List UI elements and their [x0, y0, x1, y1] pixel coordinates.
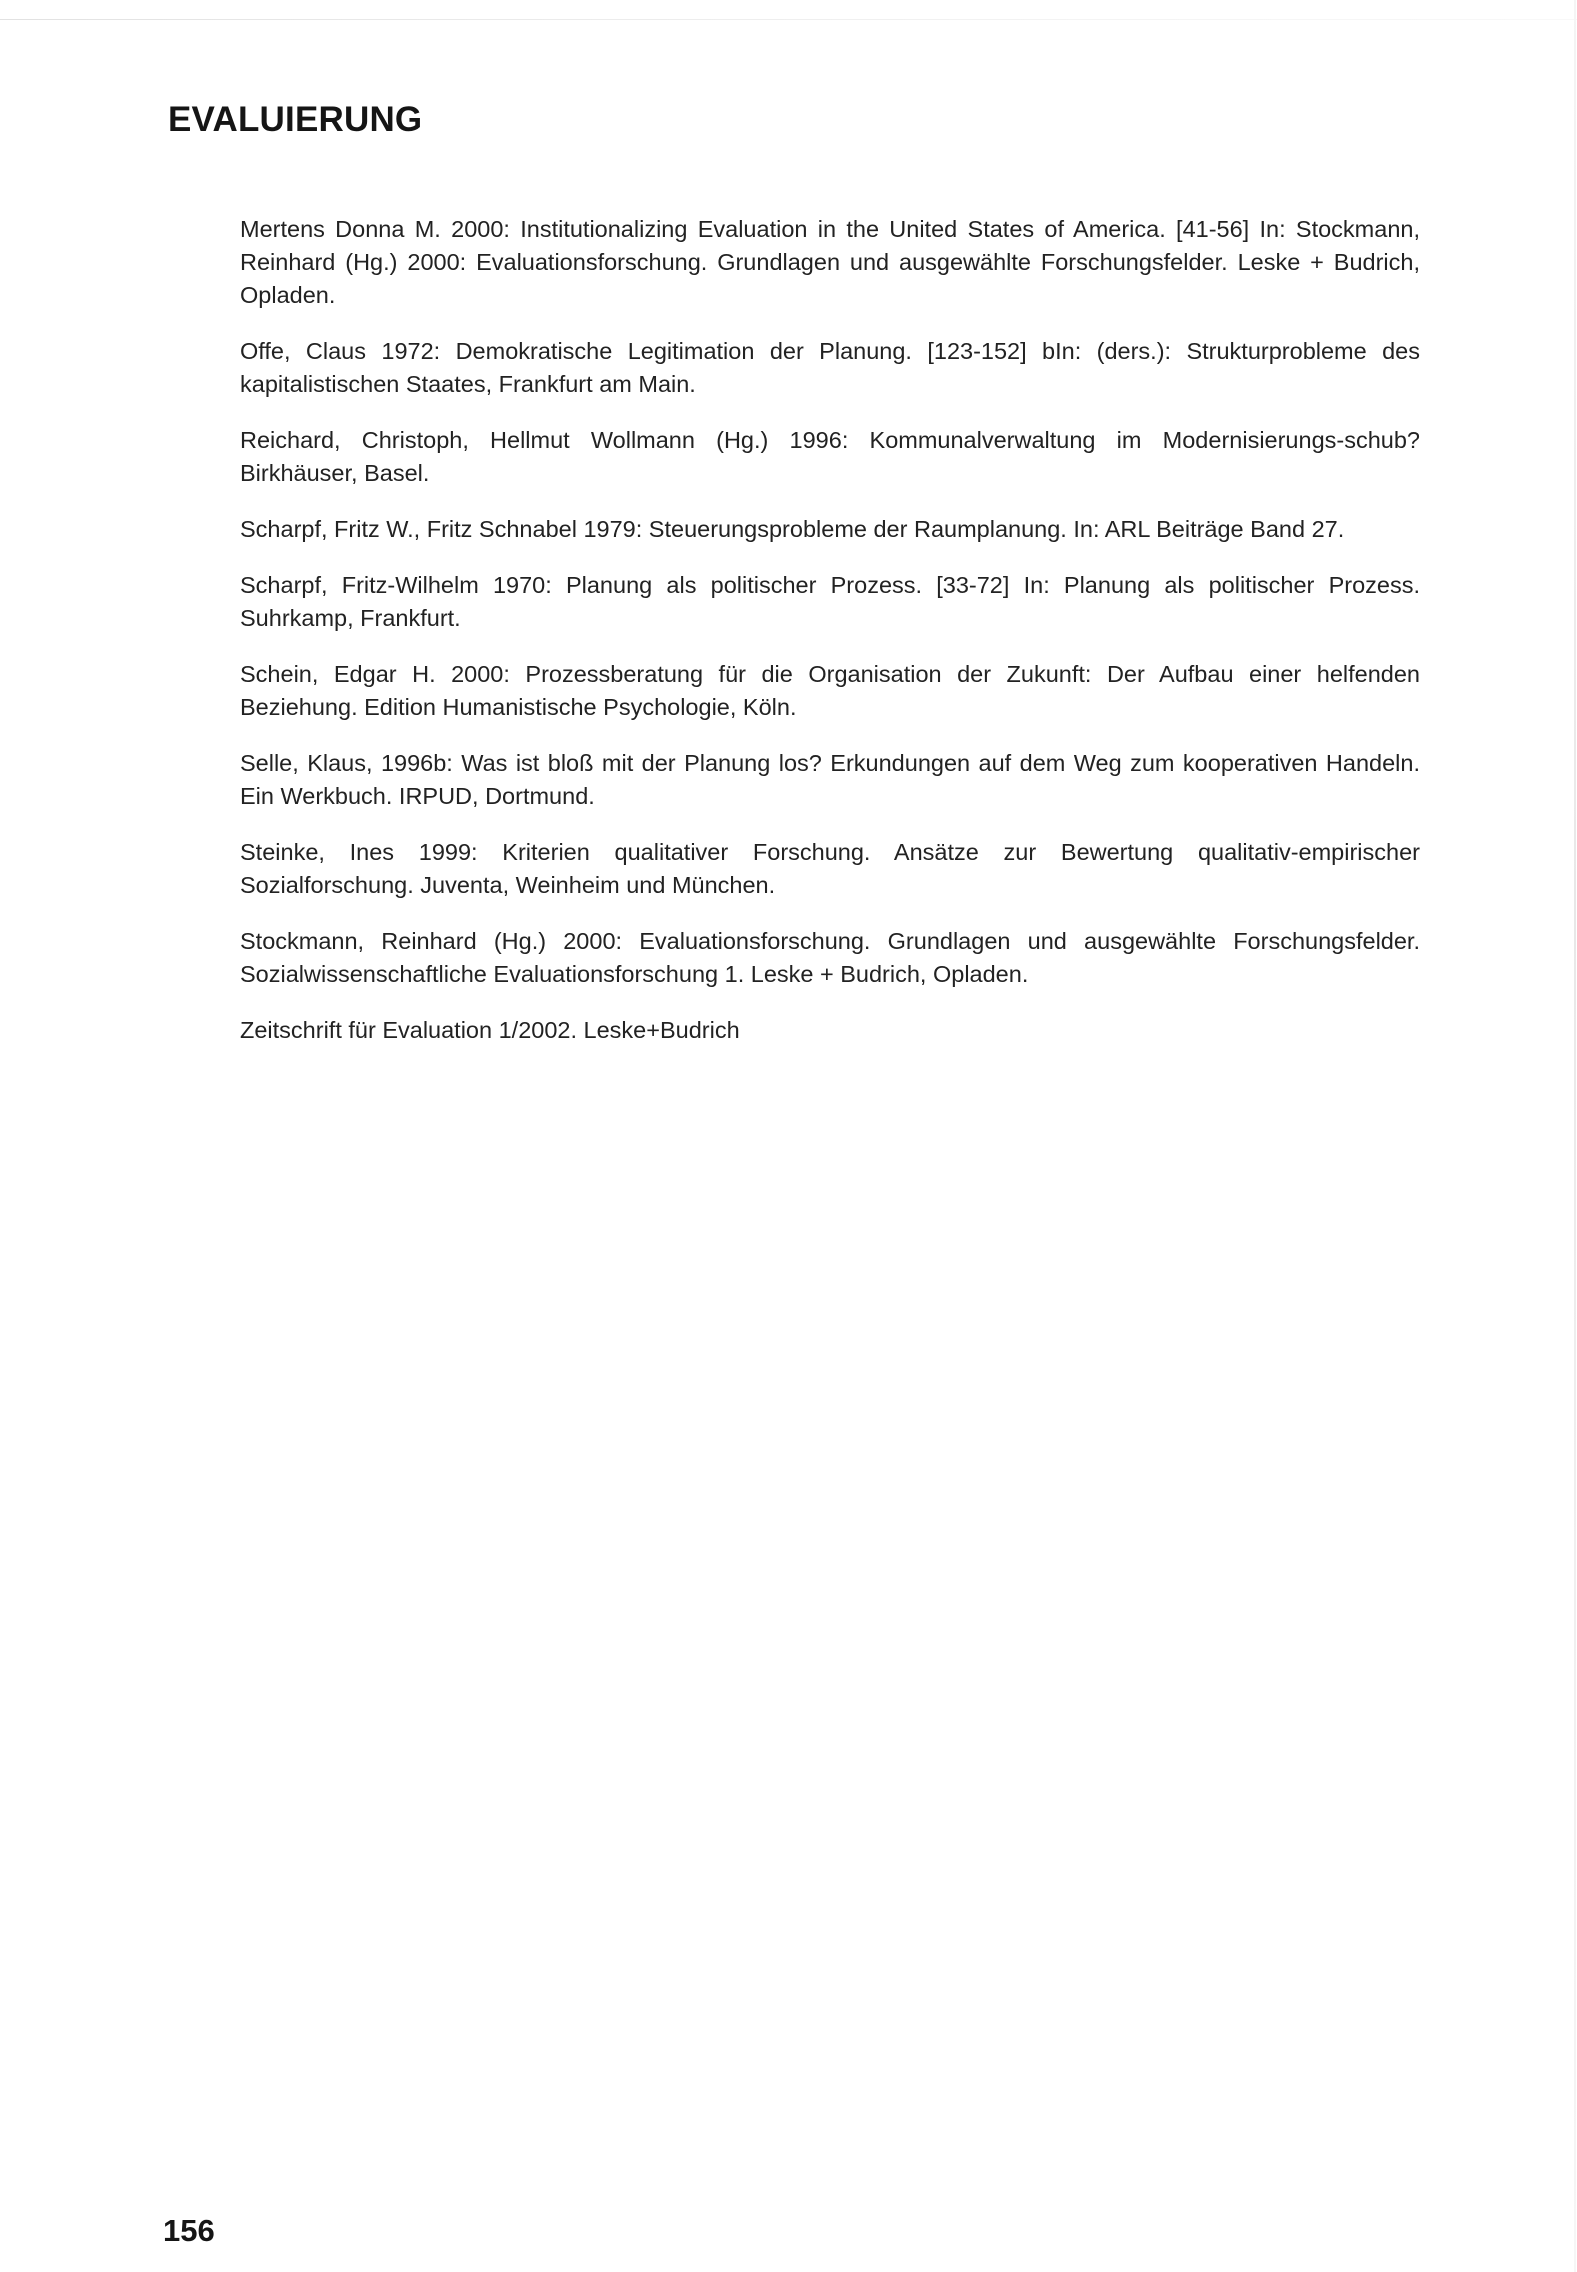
page-number: 156 [163, 2213, 215, 2248]
bibliography-entry: Selle, Klaus, 1996b: Was ist bloß mit der Planung los? Erkundungen auf dem Weg zum kooperativen Handeln. Ein Werkbuch. IRPUD, Dortmund. [240, 750, 1420, 809]
bibliography-list [240, 213, 1420, 1070]
scan-edge-top [0, 19, 1577, 20]
bibliography-entry: Reichard, Christoph, Hellmut Wollmann (Hg.) 1996: Kommunalverwaltung im Modernisierungs-schub? Birkhäuser, Basel. [240, 427, 1420, 486]
bibliography-entry: Zeitschrift für Evaluation 1/2002. Leske+Budrich [240, 1017, 740, 1043]
bibliography-entry: Scharpf, Fritz W., Fritz Schnabel 1979: Steuerungsprobleme der Raumplanung. In: ARL Beiträge Band 27. [240, 516, 1345, 542]
bibliography-entry: Stockmann, Reinhard (Hg.) 2000: Evaluationsforschung. Grundlagen und ausgewählte Forschungsfelder. Sozialwissenschaftliche Evaluationsforschung 1. Leske + Budrich, Opladen. [240, 928, 1420, 987]
bibliography-entry: Scharpf, Fritz-Wilhelm 1970: Planung als politischer Prozess. [33-72] In: Planung als politischer Prozess. Suhrkamp, Frankfurt. [240, 572, 1420, 631]
bibliography-entry: Offe, Claus 1972: Demokratische Legitimation der Planung. [123-152] bIn: (ders.): Strukturprobleme des kapitalistischen Staates, Frankfurt am Main. [240, 338, 1420, 397]
bibliography-entry: Schein, Edgar H. 2000: Prozessberatung für die Organisation der Zukunft: Der Aufbau einer helfenden Beziehung. Edition Humanistische Psychologie, Köln. [240, 661, 1420, 720]
page-title: EVALUIERUNG [168, 100, 423, 139]
bibliography-entry: Mertens Donna M. 2000: Institutionalizing Evaluation in the United States of America. [41-56] In: Stockmann, Reinhard (Hg.) 2000: Evaluationsforschung. Grundlagen und ausgewählte Forschungsfelder. Leske + Budrich, Opladen. [240, 216, 1420, 308]
bibliography-entry: Steinke, Ines 1999: Kriterien qualitativer Forschung. Ansätze zur Bewertung qualitativ-empirischer Sozialforschung. Juventa, Weinheim und München. [240, 839, 1420, 898]
scan-edge-right [1574, 0, 1576, 2272]
